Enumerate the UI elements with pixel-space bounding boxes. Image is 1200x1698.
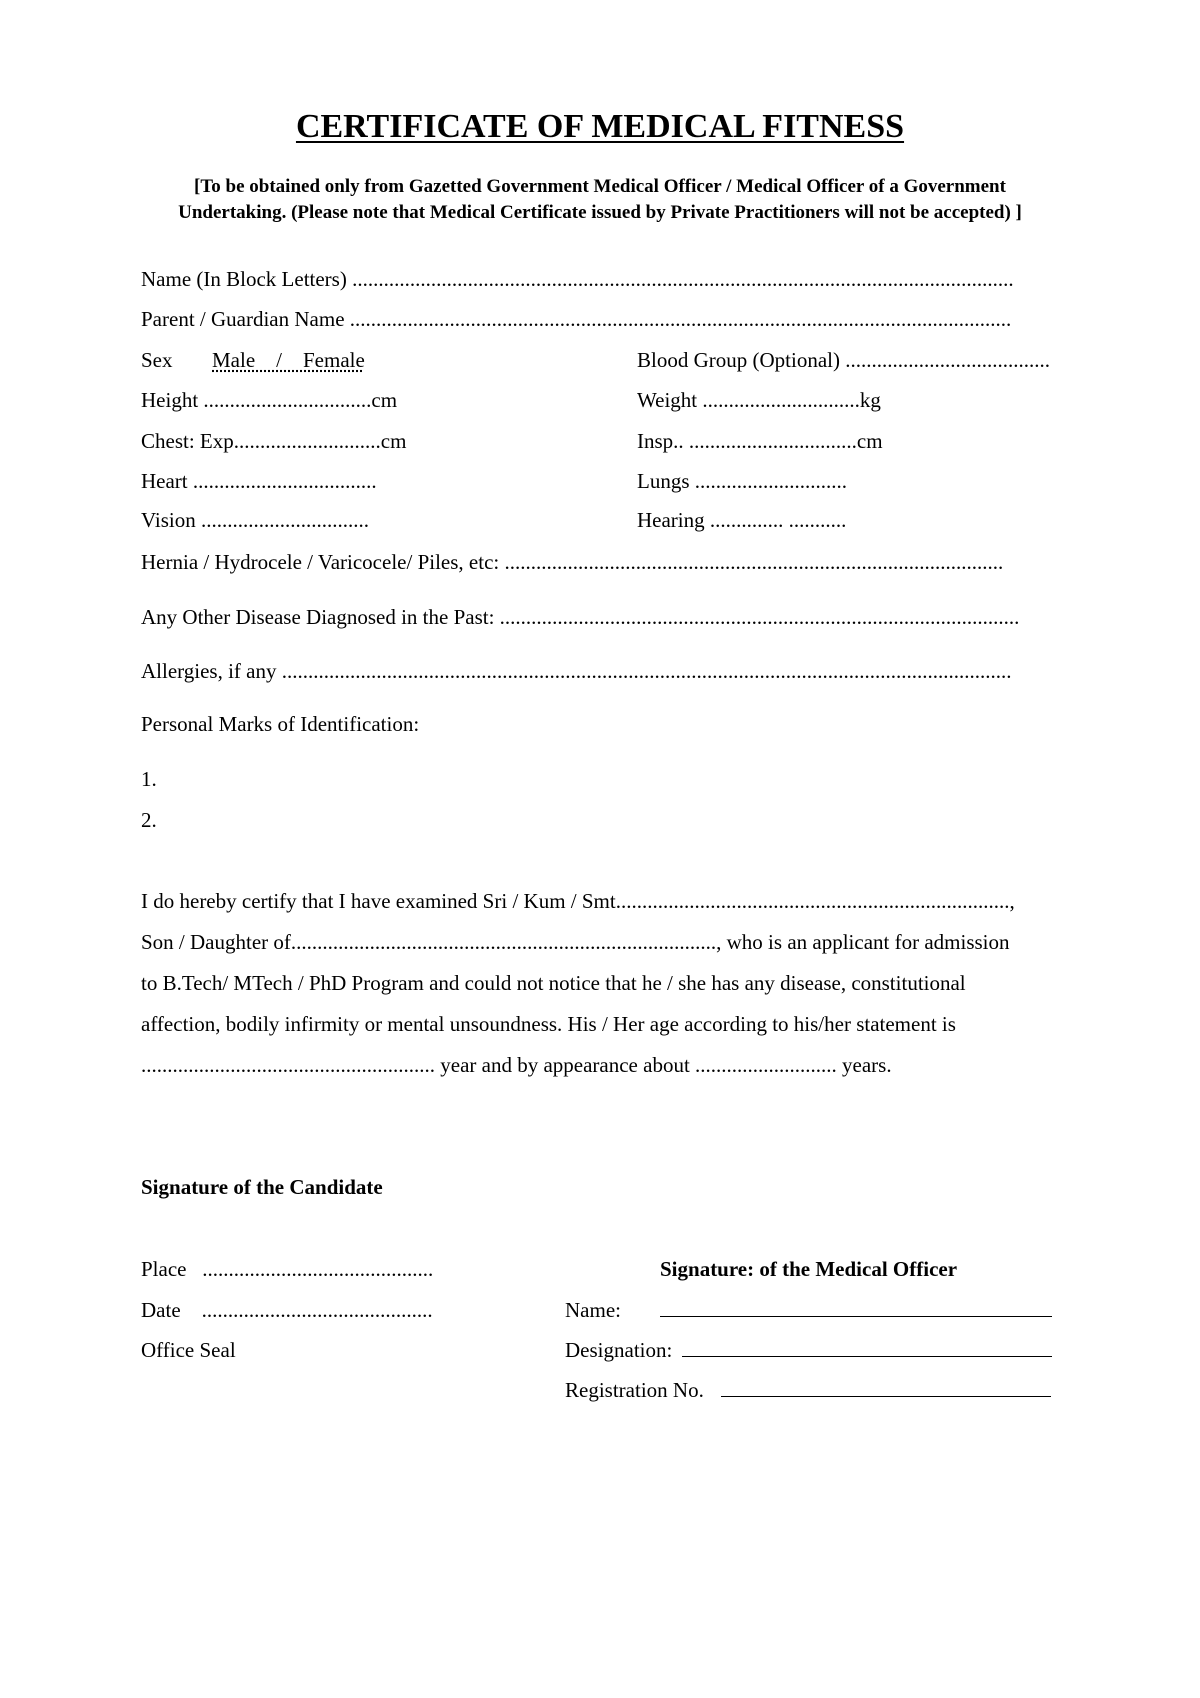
- chest-expansion-field[interactable]: Chest: Exp............................cm: [141, 429, 407, 453]
- sex-options[interactable]: Male / Female: [212, 348, 365, 372]
- certification-line-3: to B.Tech/ MTech / PhD Program and could not notice that he / she has any disease, constitutional: [141, 971, 966, 995]
- certification-line-2: Son / Daughter of................................................................................., who is an applicant for admission: [141, 930, 1010, 954]
- place-field[interactable]: Place ............................................: [141, 1257, 434, 1281]
- weight-field[interactable]: Weight ..............................kg: [637, 388, 881, 412]
- candidate-signature-label: Signature of the Candidate: [141, 1175, 383, 1199]
- instruction-note-line-2: Undertaking. (Please note that Medical Certificate issued by Private Practitioners will not be accepted) ]: [178, 202, 1022, 223]
- registration-label: Registration No.: [565, 1378, 704, 1402]
- heart-field[interactable]: Heart ...................................: [141, 469, 377, 493]
- allergies-field[interactable]: Allergies, if any ...........................................................................................................................................: [141, 659, 1012, 683]
- designation-line[interactable]: [682, 1338, 1052, 1357]
- vision-field[interactable]: Vision ................................: [141, 508, 369, 532]
- designation-row: [565, 1337, 1052, 1363]
- identification-marks-label: Personal Marks of Identification:: [141, 712, 420, 736]
- officer-name-row: [565, 1297, 1052, 1323]
- registration-row: [565, 1377, 1051, 1403]
- officer-name-label: Name:: [565, 1298, 621, 1322]
- designation-label: Designation:: [565, 1338, 673, 1362]
- identification-mark-1[interactable]: 1.: [141, 767, 157, 791]
- sex-label: Sex: [141, 348, 173, 372]
- parent-guardian-field[interactable]: Parent / Guardian Name ..............................................................................................................................: [141, 307, 1012, 331]
- medical-officer-signature-label: Signature: of the Medical Officer: [660, 1257, 958, 1281]
- instruction-note-line-1: [To be obtained only from Gazetted Government Medical Officer / Medical Officer of a Government: [194, 176, 1006, 197]
- hearing-field[interactable]: Hearing .............. ...........: [637, 508, 847, 532]
- other-disease-field[interactable]: Any Other Disease Diagnosed in the Past: ...................................................................................................: [141, 605, 1020, 629]
- registration-line[interactable]: [721, 1378, 1051, 1397]
- officer-name-line[interactable]: [660, 1298, 1052, 1317]
- lungs-field[interactable]: Lungs .............................: [637, 469, 847, 493]
- date-field[interactable]: Date ............................................: [141, 1298, 433, 1322]
- hernia-field[interactable]: Hernia / Hydrocele / Varicocele/ Piles, etc: ...............................................................................................: [141, 550, 1004, 574]
- blood-group-field[interactable]: Blood Group (Optional) .......................................: [637, 348, 1050, 372]
- identification-mark-2[interactable]: 2.: [141, 808, 157, 832]
- chest-inspiration-field[interactable]: Insp.. ................................cm: [637, 429, 883, 453]
- certification-line-4: affection, bodily infirmity or mental unsoundness. His / Her age according to his/her statement is: [141, 1012, 956, 1036]
- certification-line-5: ........................................................ year and by appearance about ........................... years.: [141, 1053, 892, 1077]
- page-title: CERTIFICATE OF MEDICAL FITNESS: [295, 108, 905, 145]
- certification-line-1: I do hereby certify that I have examined Sri / Kum / Smt...........................................................................,: [141, 889, 1015, 913]
- name-field[interactable]: Name (In Block Letters) ..............................................................................................................................: [141, 267, 1014, 291]
- height-field[interactable]: Height ................................cm: [141, 388, 398, 412]
- office-seal-label: Office Seal: [141, 1338, 236, 1362]
